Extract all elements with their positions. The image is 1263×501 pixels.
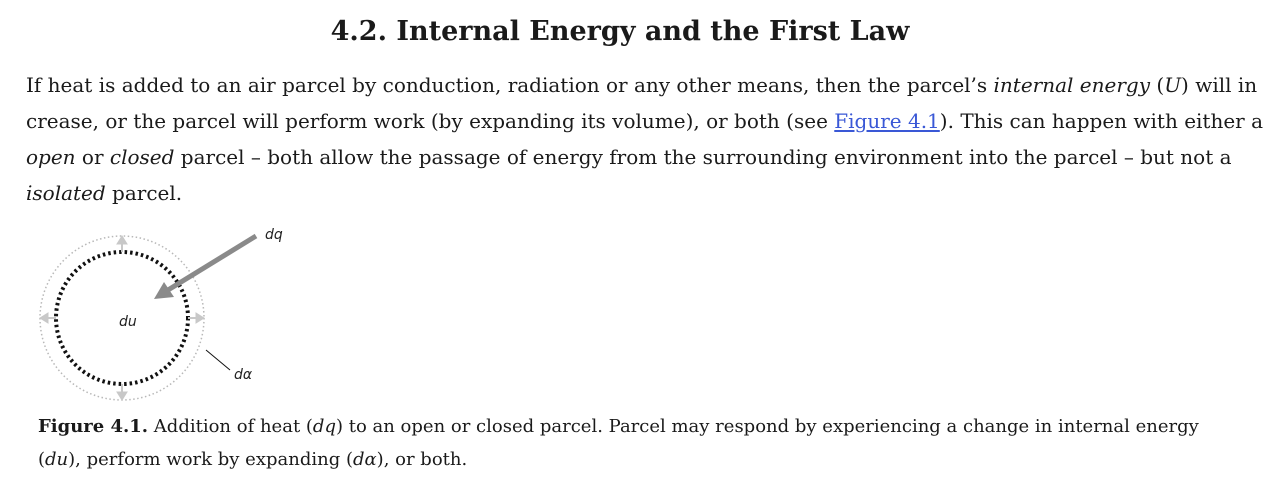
caption-line-1: [38, 410, 1200, 443]
figure-caption: [38, 410, 1200, 476]
symbol-dalpha: dα: [352, 449, 377, 470]
term-closed: closed: [109, 145, 175, 169]
paragraph-line-2: [26, 103, 1263, 139]
text-span: ) to an open or closed parcel. Parcel may respond by experiencing a change in internal energy: [335, 416, 1199, 437]
heat-arrow-shaft: [168, 236, 256, 290]
text-span: (: [38, 449, 46, 470]
dq-label: dq: [265, 227, 283, 243]
symbol-du: du: [45, 449, 69, 470]
expand-arrowhead-left: [40, 313, 48, 323]
du-label: du: [119, 314, 137, 330]
caption-figure-label: Figure 4.1.: [38, 416, 149, 437]
text-span: or: [75, 145, 110, 169]
expand-arrowhead-down: [117, 392, 127, 400]
text-span: ). This can happen with either a: [939, 109, 1263, 133]
text-span: parcel.: [105, 181, 183, 205]
text-span: Addition of heat (: [148, 416, 313, 437]
text-span: If heat is added to an air parcel by conduction, radiation or any other means, then the parcel’s: [26, 73, 994, 97]
text-span: (: [1150, 73, 1165, 97]
text-span: ), or both.: [376, 449, 468, 470]
paragraph-line-1: [26, 67, 1258, 103]
symbol-u: U: [1164, 73, 1182, 97]
dalpha-leader-line: [206, 350, 230, 370]
text-span: ), perform work by expanding (: [68, 449, 353, 470]
expand-arrowhead-up: [117, 236, 127, 244]
figure-4-1-link[interactable]: Figure 4.1: [834, 109, 940, 133]
paragraph-line-3: [26, 139, 1232, 175]
term-open: open: [26, 145, 76, 169]
caption-line-2: [38, 443, 1200, 476]
body-paragraph: [26, 67, 1263, 211]
term-isolated: isolated: [26, 181, 106, 205]
parcel-diagram-svg: [36, 222, 286, 402]
symbol-dq: dq: [312, 416, 336, 437]
term-internal-energy: internal energy: [993, 73, 1151, 97]
text-span: parcel – both allow the passage of energy from the surrounding environment into the parcel – but not a: [174, 145, 1232, 169]
text-span: crease, or the parcel will perform work (by expanding its volume), or both (see: [26, 109, 835, 133]
dalpha-label: dα: [234, 367, 253, 383]
text-span: ) will in: [1181, 73, 1258, 97]
expand-arrowhead-right: [196, 313, 204, 323]
figure-4-1-diagram: [36, 222, 286, 402]
paragraph-line-4: [26, 175, 1226, 211]
section-heading: 4.2. Internal Energy and the First Law: [330, 16, 910, 47]
